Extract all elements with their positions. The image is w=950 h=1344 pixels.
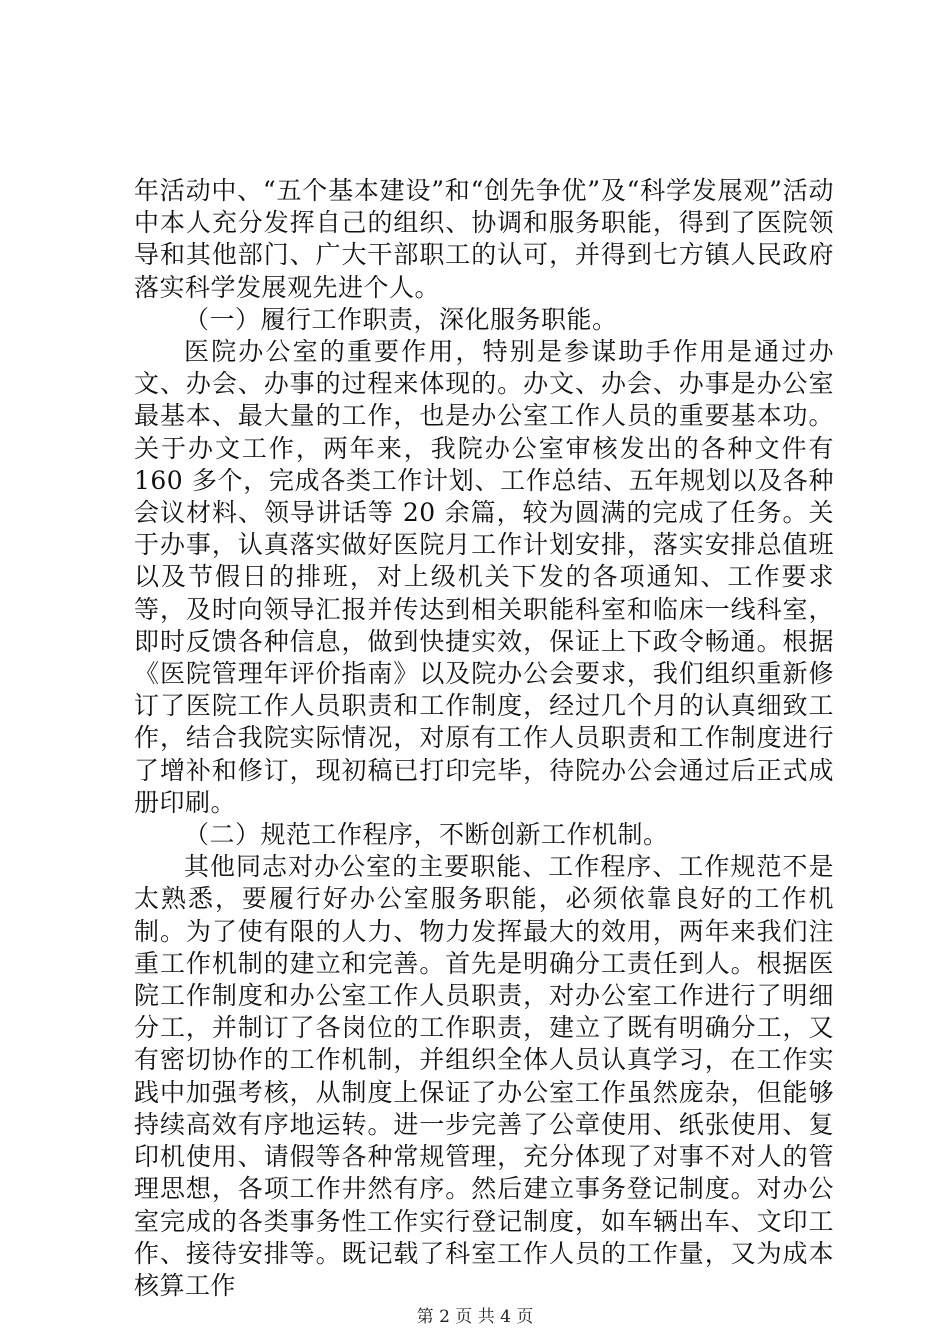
paragraph-section-1: 医院办公室的重要作用，特别是参谋助手作用是通过办文、办会、办事的过程来体现的。办文、办会、办事是办公室最基本、最大量的工作，也是办公室工作人员的重要基本功。关于办文工作，两年来，我院办公室审核发出的各种文件有 160 多个，完成各类工作计划、工作总结、五年规划以及各种会议材料、领导讲话等 20 余篇，较为圆满的完成了任务。关于办事，认真落实做好医院月工作计划安排，落实安排总值班以及节假日的排班，对上级机关下发的各项通知、工作要求等，及时向领导汇报并传达到相关职能科室和临床一线科室，即时反馈各种信息，做到快捷实效，保证上下政令畅通。根据《医院管理年评价指南》以及院办公会要求，我们组织重新修订了医院工作人员职责和工作制度，经过几个月的认真细致工作，结合我院实际情况，对原有工作人员职责和工作制度进行了增补和修订，现初稿已打印完毕，待院办公会通过后正式成册印刷。 (134, 337, 834, 817)
page-number-footer: 第 2 页 共 4 页 (416, 1307, 534, 1327)
document-body (134, 175, 834, 1302)
paragraph-intro: 年活动中、“五个基本建设”和“创先争优”及“科学发展观”活动中本人充分发挥自己的组织、协调和服务职能，得到了医院领导和其他部门、广大干部职工的认可，并得到七方镇人民政府落实科学发展观先进个人。 (134, 176, 834, 302)
section-heading-2: （二）规范工作程序，不断创新工作机制。 (184, 820, 669, 850)
paragraph-section-2: 其他同志对办公室的主要职能、工作程序、工作规范不是太熟悉，要履行好办公室服务职能，必须依靠良好的工作机制。为了使有限的人力、物力发挥最大的效用，两年来我们注重工作机制的建立和完善。首先是明确分工责任到人。根据医院工作制度和办公室工作人员职责，对办公室工作进行了明细分工，并制订了各岗位的工作职责，建立了既有明确分工，又有密切协作的工作机制，并组织全体人员认真学习，在工作实践中加强考核，从制度上保证了办公室工作虽然庞杂，但能够持续高效有序地运转。进一步完善了公章使用、纸张使用、复印机使用、请假等各种常规管理，充分体现了对事不对人的管理思想，各项工作井然有序。然后建立事务登记制度。对办公室完成的各类事务性工作实行登记制度，如车辆出车、文印工作、接待安排等。既记载了科室工作人员的工作量，又为成本核算工作 (134, 852, 834, 1300)
section-heading-1: （一）履行工作职责，深化服务职能。 (184, 304, 618, 334)
